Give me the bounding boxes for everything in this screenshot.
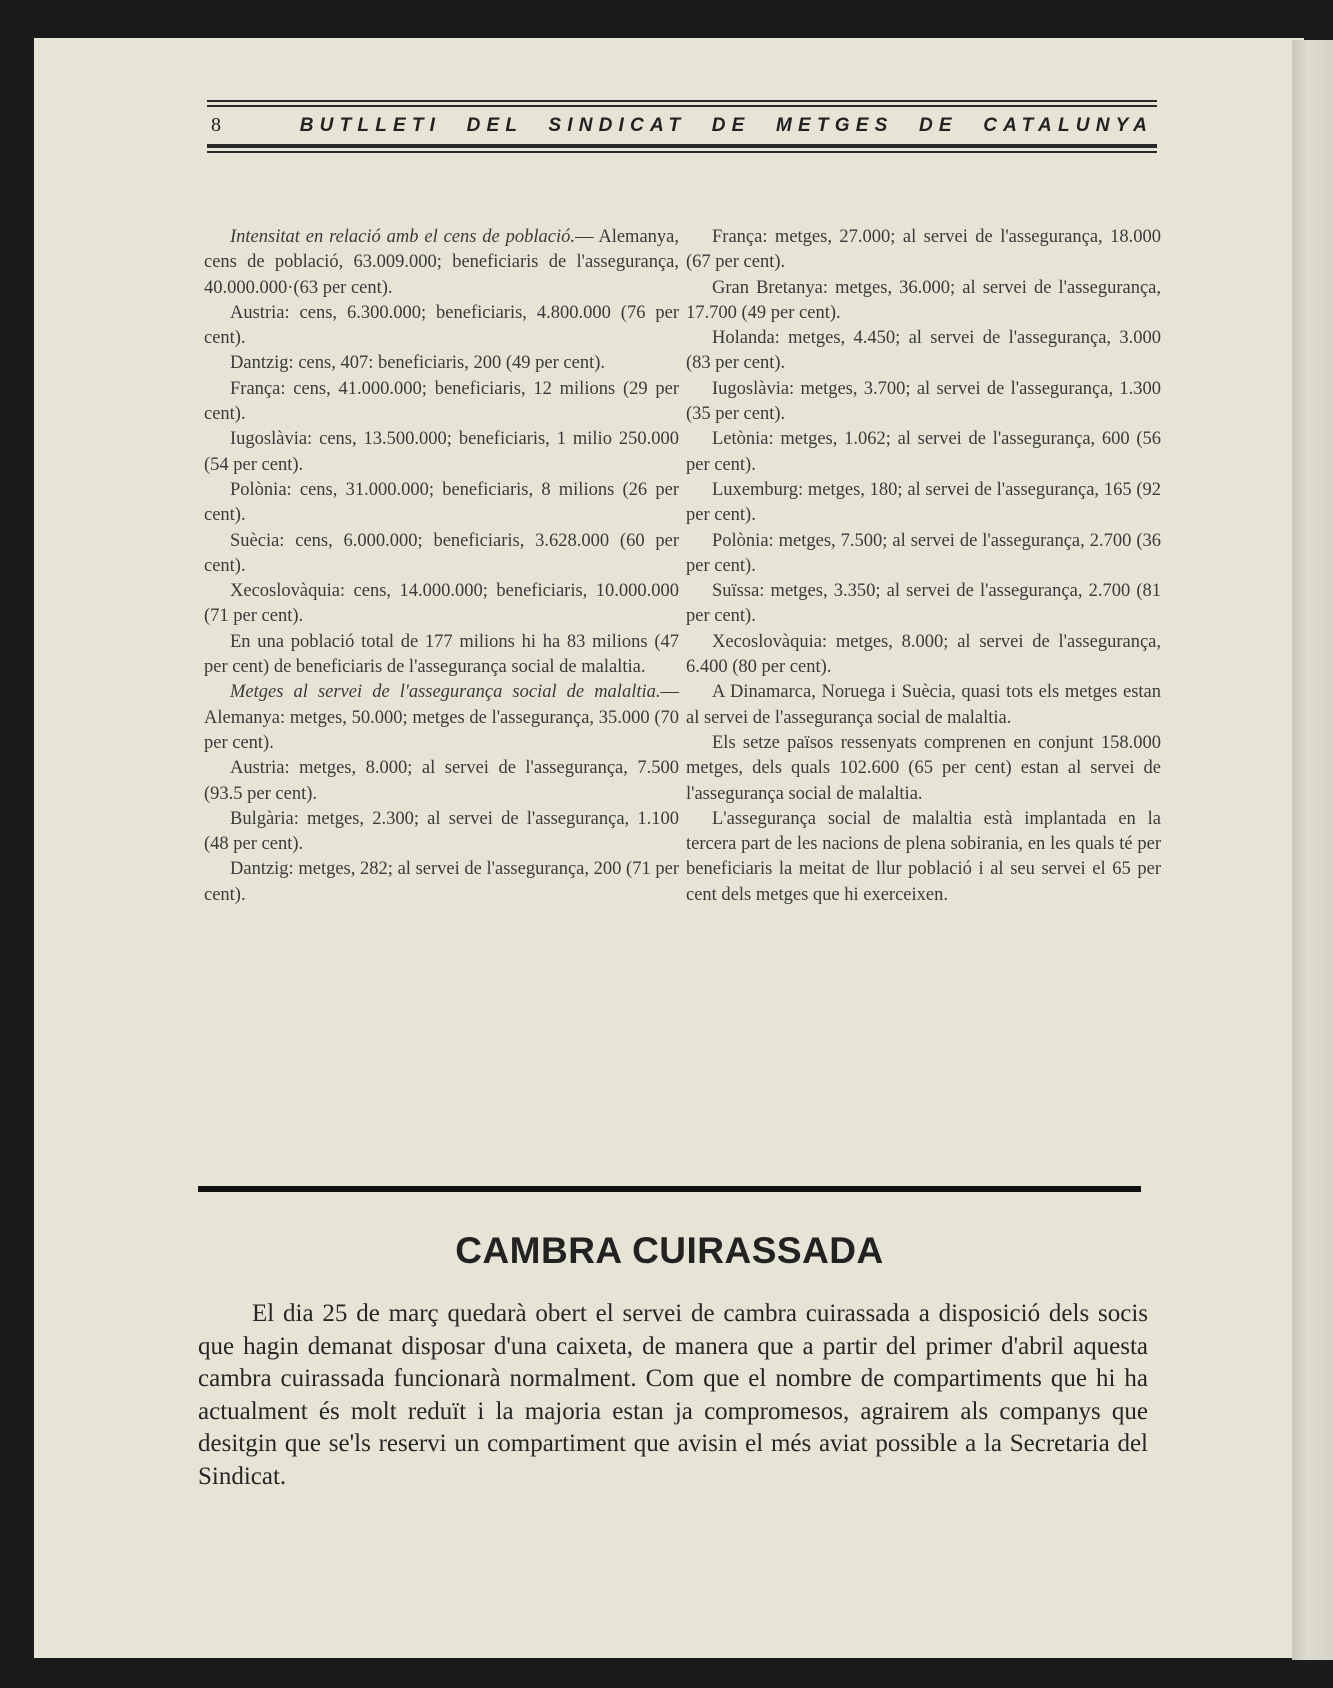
paragraph: Dantzig: metges, 282; al servei de l'assegurança, 200 (71 per cent). xyxy=(204,859,679,905)
paragraph: Iugoslàvia: metges, 3.700; al servei de l'assegurança, 1.300 (35 per cent). xyxy=(686,378,1161,425)
paragraph-lead: Metges al servei de l'assegurança social de malaltia. xyxy=(230,682,661,703)
header-bottom-rule-2 xyxy=(207,151,1157,153)
paragraph: França: cens, 41.000.000; beneficiaris, 12 milions (29 per cent). xyxy=(204,378,679,425)
page-number: 8 xyxy=(211,114,221,136)
paragraph: A Dinamarca, Noruega i Suècia, quasi tots els metges estan al servei de l'assegurança social de malaltia. xyxy=(686,682,1161,728)
section-title: CAMBRA CUIRASSADA xyxy=(455,1230,884,1271)
right-column xyxy=(686,225,1161,908)
page-header xyxy=(207,100,1157,153)
paragraph: França: metges, 27.000; al servei de l'assegurança, 18.000 (67 per cent). xyxy=(686,227,1161,273)
paragraph-text: — Alemanya, cens de població, 63.009.000; beneficiaris de l'assegurança, 40.000.000·(63 per cent). xyxy=(204,227,679,298)
paragraph xyxy=(204,680,679,756)
paragraph: L'assegurança social de malaltia està implantada en la tercera part de les nacions de plena sobirania, en les quals té per beneficiaris la meitat de llur població i al seu servei el 65 per cent dels metges que hi exerceixen. xyxy=(686,808,1161,905)
paragraph: Letònia: metges, 1.062; al servei de l'assegurança, 600 (56 per cent). xyxy=(686,429,1161,475)
paragraph-text: —Alemanya: metges, 50.000; metges de l'assegurança, 35.000 (70 per cent). xyxy=(204,682,679,753)
paragraph: Polònia: metges, 7.500; al servei de l'assegurança, 2.700 (36 per cent). xyxy=(686,530,1161,576)
paragraph: Gran Bretanya: metges, 36.000; al servei de l'assegurança, 17.700 (49 per cent). xyxy=(686,277,1161,323)
paragraph: Els setze països ressenyats comprenen en conjunt 158.000 metges, dels quals 102.600 (65 per cent) estan al servei de l'assegurança social de malaltia. xyxy=(686,732,1161,804)
paragraph: Bulgària: metges, 2.300; al servei de l'assegurança, 1.100 (48 per cent). xyxy=(204,808,679,855)
paragraph: Polònia: cens, 31.000.000; beneficiaris, 8 milions (26 per cent). xyxy=(204,479,679,526)
section-divider xyxy=(198,1186,1141,1192)
paragraph: Suïssa: metges, 3.350; al servei de l'assegurança, 2.700 (81 per cent). xyxy=(686,581,1161,627)
paragraph: Holanda: metges, 4.450; al servei de l'assegurança, 3.000 (83 per cent). xyxy=(686,328,1161,374)
paragraph: Iugoslàvia: cens, 13.500.000; beneficiaris, 1 milio 250.000 (54 per cent). xyxy=(204,429,679,475)
paragraph: Austria: metges, 8.000; al servei de l'assegurança, 7.500 (93.5 per cent). xyxy=(204,758,679,804)
paragraph: Suècia: cens, 6.000.000; beneficiaris, 3.628.000 (60 per cent). xyxy=(204,530,679,576)
paragraph xyxy=(204,225,679,301)
notice-body xyxy=(198,1298,1148,1493)
paragraph-lead: Intensitat en relació amb el cens de població. xyxy=(230,227,575,247)
paragraph: Xecoslovàquia: cens, 14.000.000; beneficiaris, 10.000.000 (71 per cent). xyxy=(204,581,679,627)
paragraph: Dantzig: cens, 407: beneficiaris, 200 (49 per cent). xyxy=(230,353,606,374)
running-title: BUTLLETI DEL SINDICAT DE METGES DE CATALUNYA xyxy=(299,115,1153,136)
paragraph: Luxemburg: metges, 180; al servei de l'assegurança, 165 (92 per cent). xyxy=(686,479,1161,526)
paragraph: Xecoslovàquia: metges, 8.000; al servei de l'assegurança, 6.400 (80 per cent). xyxy=(686,631,1161,678)
paragraph: En una població total de 177 milions hi ha 83 milions (47 per cent) de beneficiaris de l'assegurança social de malaltia. xyxy=(204,631,679,678)
notice-paragraph: El dia 25 de març quedarà obert el servei de cambra cuirassada a disposició dels socis que hagin demanat disposar d'una caixeta, de manera que a partir del primer d'abril aquesta cambra cuirassada funcionarà normalment. Com que el nombre de compartiments que hi ha actualment és molt reduït i la majoria estan ja compromesos, agrairem als companys que desitgin que se'ls reservi un compartiment que avisin el més aviat possible a la Secretaria del Sindicat. xyxy=(198,1300,1148,1490)
facing-page-edge xyxy=(1292,40,1333,1660)
paragraph: Austria: cens, 6.300.000; beneficiaris, 4.800.000 (76 per cent). xyxy=(204,302,679,349)
left-column xyxy=(204,225,679,908)
